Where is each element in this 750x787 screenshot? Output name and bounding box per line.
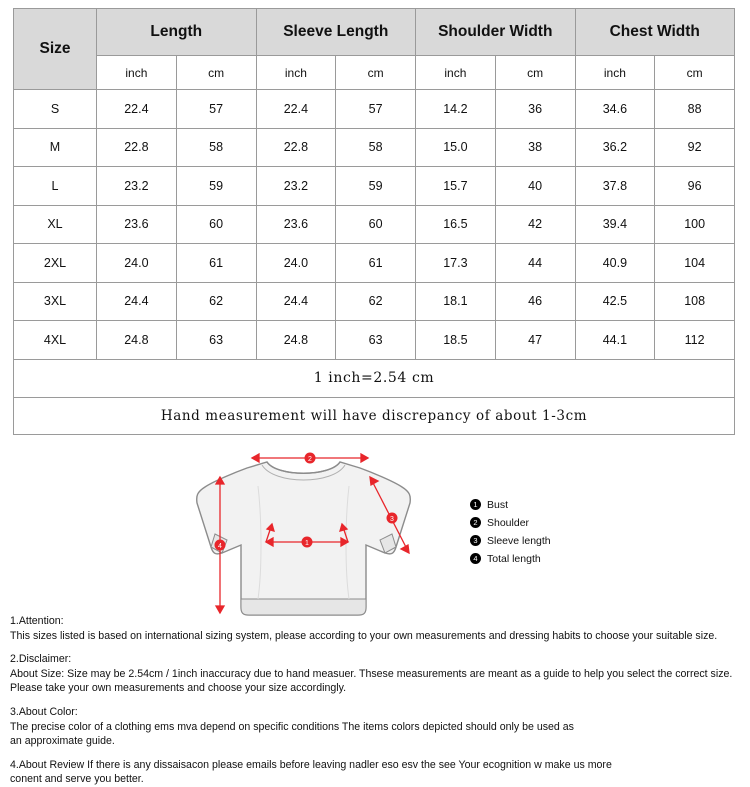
cell: 104 [655, 244, 735, 283]
cell: 61 [176, 244, 256, 283]
legend-item-total-length [470, 550, 551, 568]
garment-svg [0, 441, 750, 641]
table-row [14, 90, 735, 129]
review-line-1: 4.About Review If there is any dissaisacon please emails before leaving nadler eso esv the see Your ecognition w make us more [10, 758, 612, 771]
cell: 57 [176, 90, 256, 129]
header-size: Size [14, 9, 97, 90]
marker-bust-label: 1 [305, 539, 309, 547]
marker-shoulder-label: 2 [308, 455, 312, 463]
cell: 46 [495, 282, 575, 321]
cell: 37.8 [575, 167, 655, 206]
legend-item-shoulder [470, 514, 551, 532]
cell: 92 [655, 128, 735, 167]
review-line-2: conent and serve you better. [10, 773, 144, 786]
cell: 18.1 [416, 282, 496, 321]
marker-sleeve-label: 3 [390, 515, 394, 523]
legend-label: Sleeve length [487, 534, 551, 547]
table-row [14, 282, 735, 321]
cell: 42.5 [575, 282, 655, 321]
cell: 60 [176, 205, 256, 244]
cell: 44 [495, 244, 575, 283]
unit-cell: cm [655, 56, 735, 90]
conversion-note-row [14, 359, 735, 397]
cell: 60 [336, 205, 416, 244]
bullet-number-icon: 2 [470, 517, 481, 528]
unit-cell: cm [176, 56, 256, 90]
cell: 36.2 [575, 128, 655, 167]
cell: 24.4 [256, 282, 336, 321]
cell: 44.1 [575, 321, 655, 360]
cell: 24.4 [97, 282, 177, 321]
bullet-number-icon: 4 [470, 553, 481, 564]
cell: 14.2 [416, 90, 496, 129]
row-size: M [14, 128, 97, 167]
cell: 58 [336, 128, 416, 167]
table-unit-row [14, 56, 735, 90]
table-row [14, 167, 735, 206]
row-size: XL [14, 205, 97, 244]
row-size: 2XL [14, 244, 97, 283]
cell: 15.0 [416, 128, 496, 167]
cell: 62 [336, 282, 416, 321]
cell: 23.6 [97, 205, 177, 244]
cell: 100 [655, 205, 735, 244]
row-size: S [14, 90, 97, 129]
diagram-legend [470, 496, 551, 568]
marker-total-label: 4 [218, 542, 222, 550]
unit-cell: inch [256, 56, 336, 90]
cell: 63 [336, 321, 416, 360]
legend-item-bust [470, 496, 551, 514]
header-chest-width: Chest Width [575, 9, 735, 56]
attention-body: This sizes listed is based on international sizing system, please according to your own measurements and dressing habits to choose your suitable size. [10, 629, 718, 642]
cell: 39.4 [575, 205, 655, 244]
cell: 22.8 [256, 128, 336, 167]
cell: 22.4 [97, 90, 177, 129]
legend-label: Total length [487, 552, 541, 565]
unit-cell: cm [495, 56, 575, 90]
footer-notes [10, 614, 744, 787]
bullet-number-icon: 1 [470, 499, 481, 510]
color-title: 3.About Color: [10, 705, 78, 718]
cell: 18.5 [416, 321, 496, 360]
color-line-2: an approximate guide. [10, 735, 115, 748]
table-row [14, 205, 735, 244]
cell: 15.7 [416, 167, 496, 206]
unit-cell: inch [575, 56, 655, 90]
color-line-1: The precise color of a clothing ems mva depend on specific conditions The items colors depicted should only be used as [10, 720, 574, 733]
cell: 24.8 [97, 321, 177, 360]
discrepancy-note-row [14, 397, 735, 434]
cell: 61 [336, 244, 416, 283]
table-row [14, 128, 735, 167]
cell: 58 [176, 128, 256, 167]
conversion-note: 1 inch=2.54 cm [14, 359, 735, 397]
legend-item-sleeve-length [470, 532, 551, 550]
garment-diagram [0, 441, 750, 641]
disclaimer-line-1: About Size: Size may be 2.54cm / 1inch inaccuracy due to hand measuer. Thsese measurements are meant as a guide to help you select the correct size. [10, 667, 733, 680]
table-row [14, 244, 735, 283]
header-shoulder-width: Shoulder Width [416, 9, 576, 56]
header-sleeve-length: Sleeve Length [256, 9, 416, 56]
discrepancy-note: Hand measurement will have discrepancy of about 1-3cm [14, 397, 735, 434]
attention-title: 1.Attention: [10, 615, 64, 627]
unit-cell: inch [416, 56, 496, 90]
cell: 24.8 [256, 321, 336, 360]
cell: 112 [655, 321, 735, 360]
cell: 22.8 [97, 128, 177, 167]
cell: 42 [495, 205, 575, 244]
cell: 63 [176, 321, 256, 360]
cell: 17.3 [416, 244, 496, 283]
size-chart-table [13, 8, 735, 435]
cell: 23.6 [256, 205, 336, 244]
cell: 22.4 [256, 90, 336, 129]
cell: 88 [655, 90, 735, 129]
disclaimer-line-2: Please take your own measurements and choose your size accordingly. [10, 682, 347, 695]
cell: 57 [336, 90, 416, 129]
cell: 108 [655, 282, 735, 321]
header-length: Length [97, 9, 257, 56]
cell: 47 [495, 321, 575, 360]
cell: 16.5 [416, 205, 496, 244]
bullet-number-icon: 3 [470, 535, 481, 546]
legend-label: Shoulder [487, 516, 530, 529]
cell: 34.6 [575, 90, 655, 129]
cell: 59 [176, 167, 256, 206]
unit-cell: inch [97, 56, 177, 90]
cell: 23.2 [97, 167, 177, 206]
row-size: 4XL [14, 321, 97, 360]
cell: 38 [495, 128, 575, 167]
cell: 59 [336, 167, 416, 206]
table-row [14, 321, 735, 360]
unit-cell: cm [336, 56, 416, 90]
cell: 36 [495, 90, 575, 129]
disclaimer-title: 2.Disclaimer: [10, 653, 72, 666]
table-header-row [14, 9, 735, 56]
row-size: L [14, 167, 97, 206]
cell: 23.2 [256, 167, 336, 206]
cell: 62 [176, 282, 256, 321]
size-chart-page [0, 8, 750, 786]
cell: 96 [655, 167, 735, 206]
cell: 40 [495, 167, 575, 206]
legend-label: Bust [487, 498, 509, 511]
cell: 24.0 [97, 244, 177, 283]
cell: 24.0 [256, 244, 336, 283]
row-size: 3XL [14, 282, 97, 321]
cell: 40.9 [575, 244, 655, 283]
